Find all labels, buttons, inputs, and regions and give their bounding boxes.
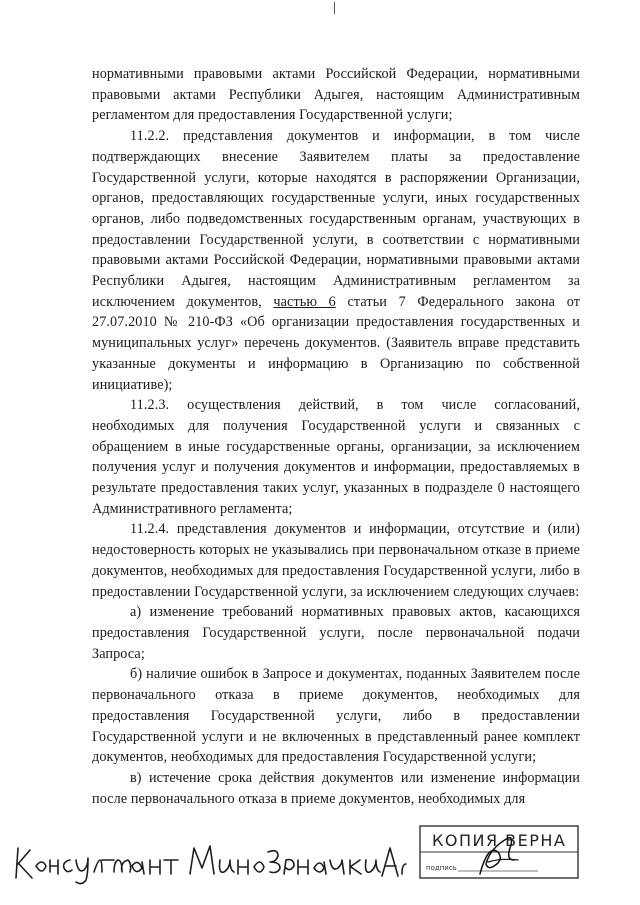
paragraph-11-2-3: 11.2.3. осуществления действий, в том числе согласований, необходимых для получения Государственной услуги и связанных с обращением в иные государственные органы, организации, за исключением получения услуг и получения документов и информации, предоставляемых в результате предоставления таких услуг, указанных в подразделе 0 настоящего Административного регламента; xyxy=(92,397,580,517)
list-item-a: а) изменение требований нормативных правовых актов, касающихся предоставления Государственной услуги, после первоначальной подачи Запроса; xyxy=(92,604,580,662)
paragraph-continuation: нормативными правовыми актами Российской Федерации, нормативными правовыми актами Республики Адыгея, настоящим Административным регламентом для предоставления Государственной услуги; xyxy=(92,66,580,124)
paragraph-11-2-4: 11.2.4. представления документов и информации, отсутствие и (или) недостоверность которых не указывались при первоначальном отказе в приеме документов, необходимых для предоставления Государственной услуги, либо в предоставлении Государственной услуги, за исключением следующих случаев: xyxy=(92,521,580,600)
list-item-b: б) наличие ошибок в Запросе и документах, поданных Заявителем после первоначального отказа в приеме документов, необходимых для предоставления Государственной услуги, либо в предоставлении Государственной услуги и не включенных в представленный ранее комплект документов, необходимых для предоставления Государственной услуги; xyxy=(92,666,580,766)
document-body xyxy=(92,64,580,809)
handwritten-note xyxy=(10,826,410,896)
law-part-link: частью 6 xyxy=(273,293,336,310)
paragraph-11-2-2 xyxy=(92,126,580,395)
stamp-title: КОПИЯ ВЕРНА xyxy=(432,831,567,850)
stamp-signature-label: подпись xyxy=(426,864,457,872)
list-item-v: в) истечение срока действия документов или изменение информации после первоначального отказа в приеме документов, необходимых для xyxy=(92,769,580,807)
page-edge-mark xyxy=(334,2,338,14)
copy-certified-stamp xyxy=(418,820,582,882)
paragraph-11-2-2-tail: статьи 7 Федерального закона от 27.07.2010 № 210-ФЗ «Об организации предоставления государственных и муниципальных услуг» перечень документов. (Заявитель вправе представить указанные документы и информацию в Организацию по собственной инициативе); xyxy=(92,293,581,393)
paragraph-11-2-2-text: 11.2.2. представления документов и информации, в том числе подтверждающих внесение Заявителем платы за предоставление Государственной услуги, которые находятся в распоряжении Организации, органов, предоставляющих государственные услуги, иных государственных органов, либо подведомственных государственным органам, участвующих в предоставлении Государственной услуги, в соответствии с нормативными правовыми актами Российской Федерации, нормативными правовыми актами Республики Адыгея, настоящим Административным регламентом за исключением документов, xyxy=(92,128,580,310)
